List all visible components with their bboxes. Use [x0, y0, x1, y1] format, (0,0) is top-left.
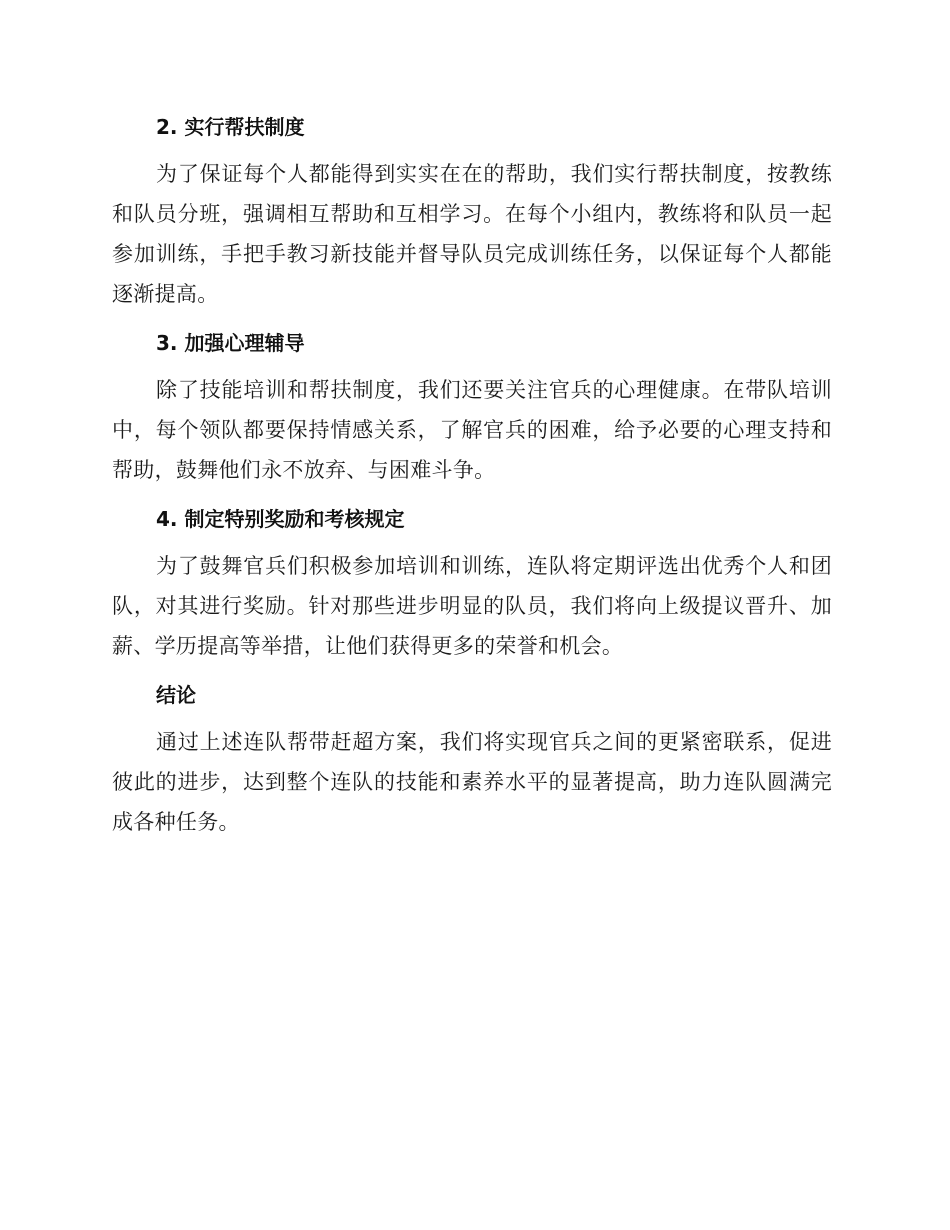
section-heading-conclusion: 结论	[156, 683, 196, 707]
section-paragraph-rewards-assessment: 为了鼓舞官兵们积极参加培训和训练，连队将定期评选出优秀个人和团队，对其进行奖励。针对那些进步明显的队员，我们将向上级提议晋升、加薪、学历提高等举措，让他们获得更多的荣誉和机会。	[112, 554, 832, 658]
section-heading-rewards-assessment: 4. 制定特别奖励和考核规定	[156, 507, 405, 531]
document-body	[112, 112, 832, 856]
section-paragraph-conclusion: 通过上述连队帮带赶超方案，我们将实现官兵之间的更紧密联系，促进彼此的进步，达到整个连队的技能和素养水平的显著提高，助力连队圆满完成各种任务。	[112, 730, 832, 834]
section-paragraph-support-system: 为了保证每个人都能得到实实在在的帮助，我们实行帮扶制度，按教练和队员分班，强调相互帮助和互相学习。在每个小组内，教练将和队员一起参加训练，手把手教习新技能并督导队员完成训练任务，以保证每个人都能逐渐提高。	[112, 162, 832, 306]
section-heading-support-system: 2. 实行帮扶制度	[156, 115, 305, 139]
section-paragraph-psychological-counseling: 除了技能培训和帮扶制度，我们还要关注官兵的心理健康。在带队培训中，每个领队都要保持情感关系，了解官兵的困难，给予必要的心理支持和帮助，鼓舞他们永不放弃、与困难斗争。	[112, 378, 832, 482]
section-heading-psychological-counseling: 3. 加强心理辅导	[156, 331, 305, 355]
